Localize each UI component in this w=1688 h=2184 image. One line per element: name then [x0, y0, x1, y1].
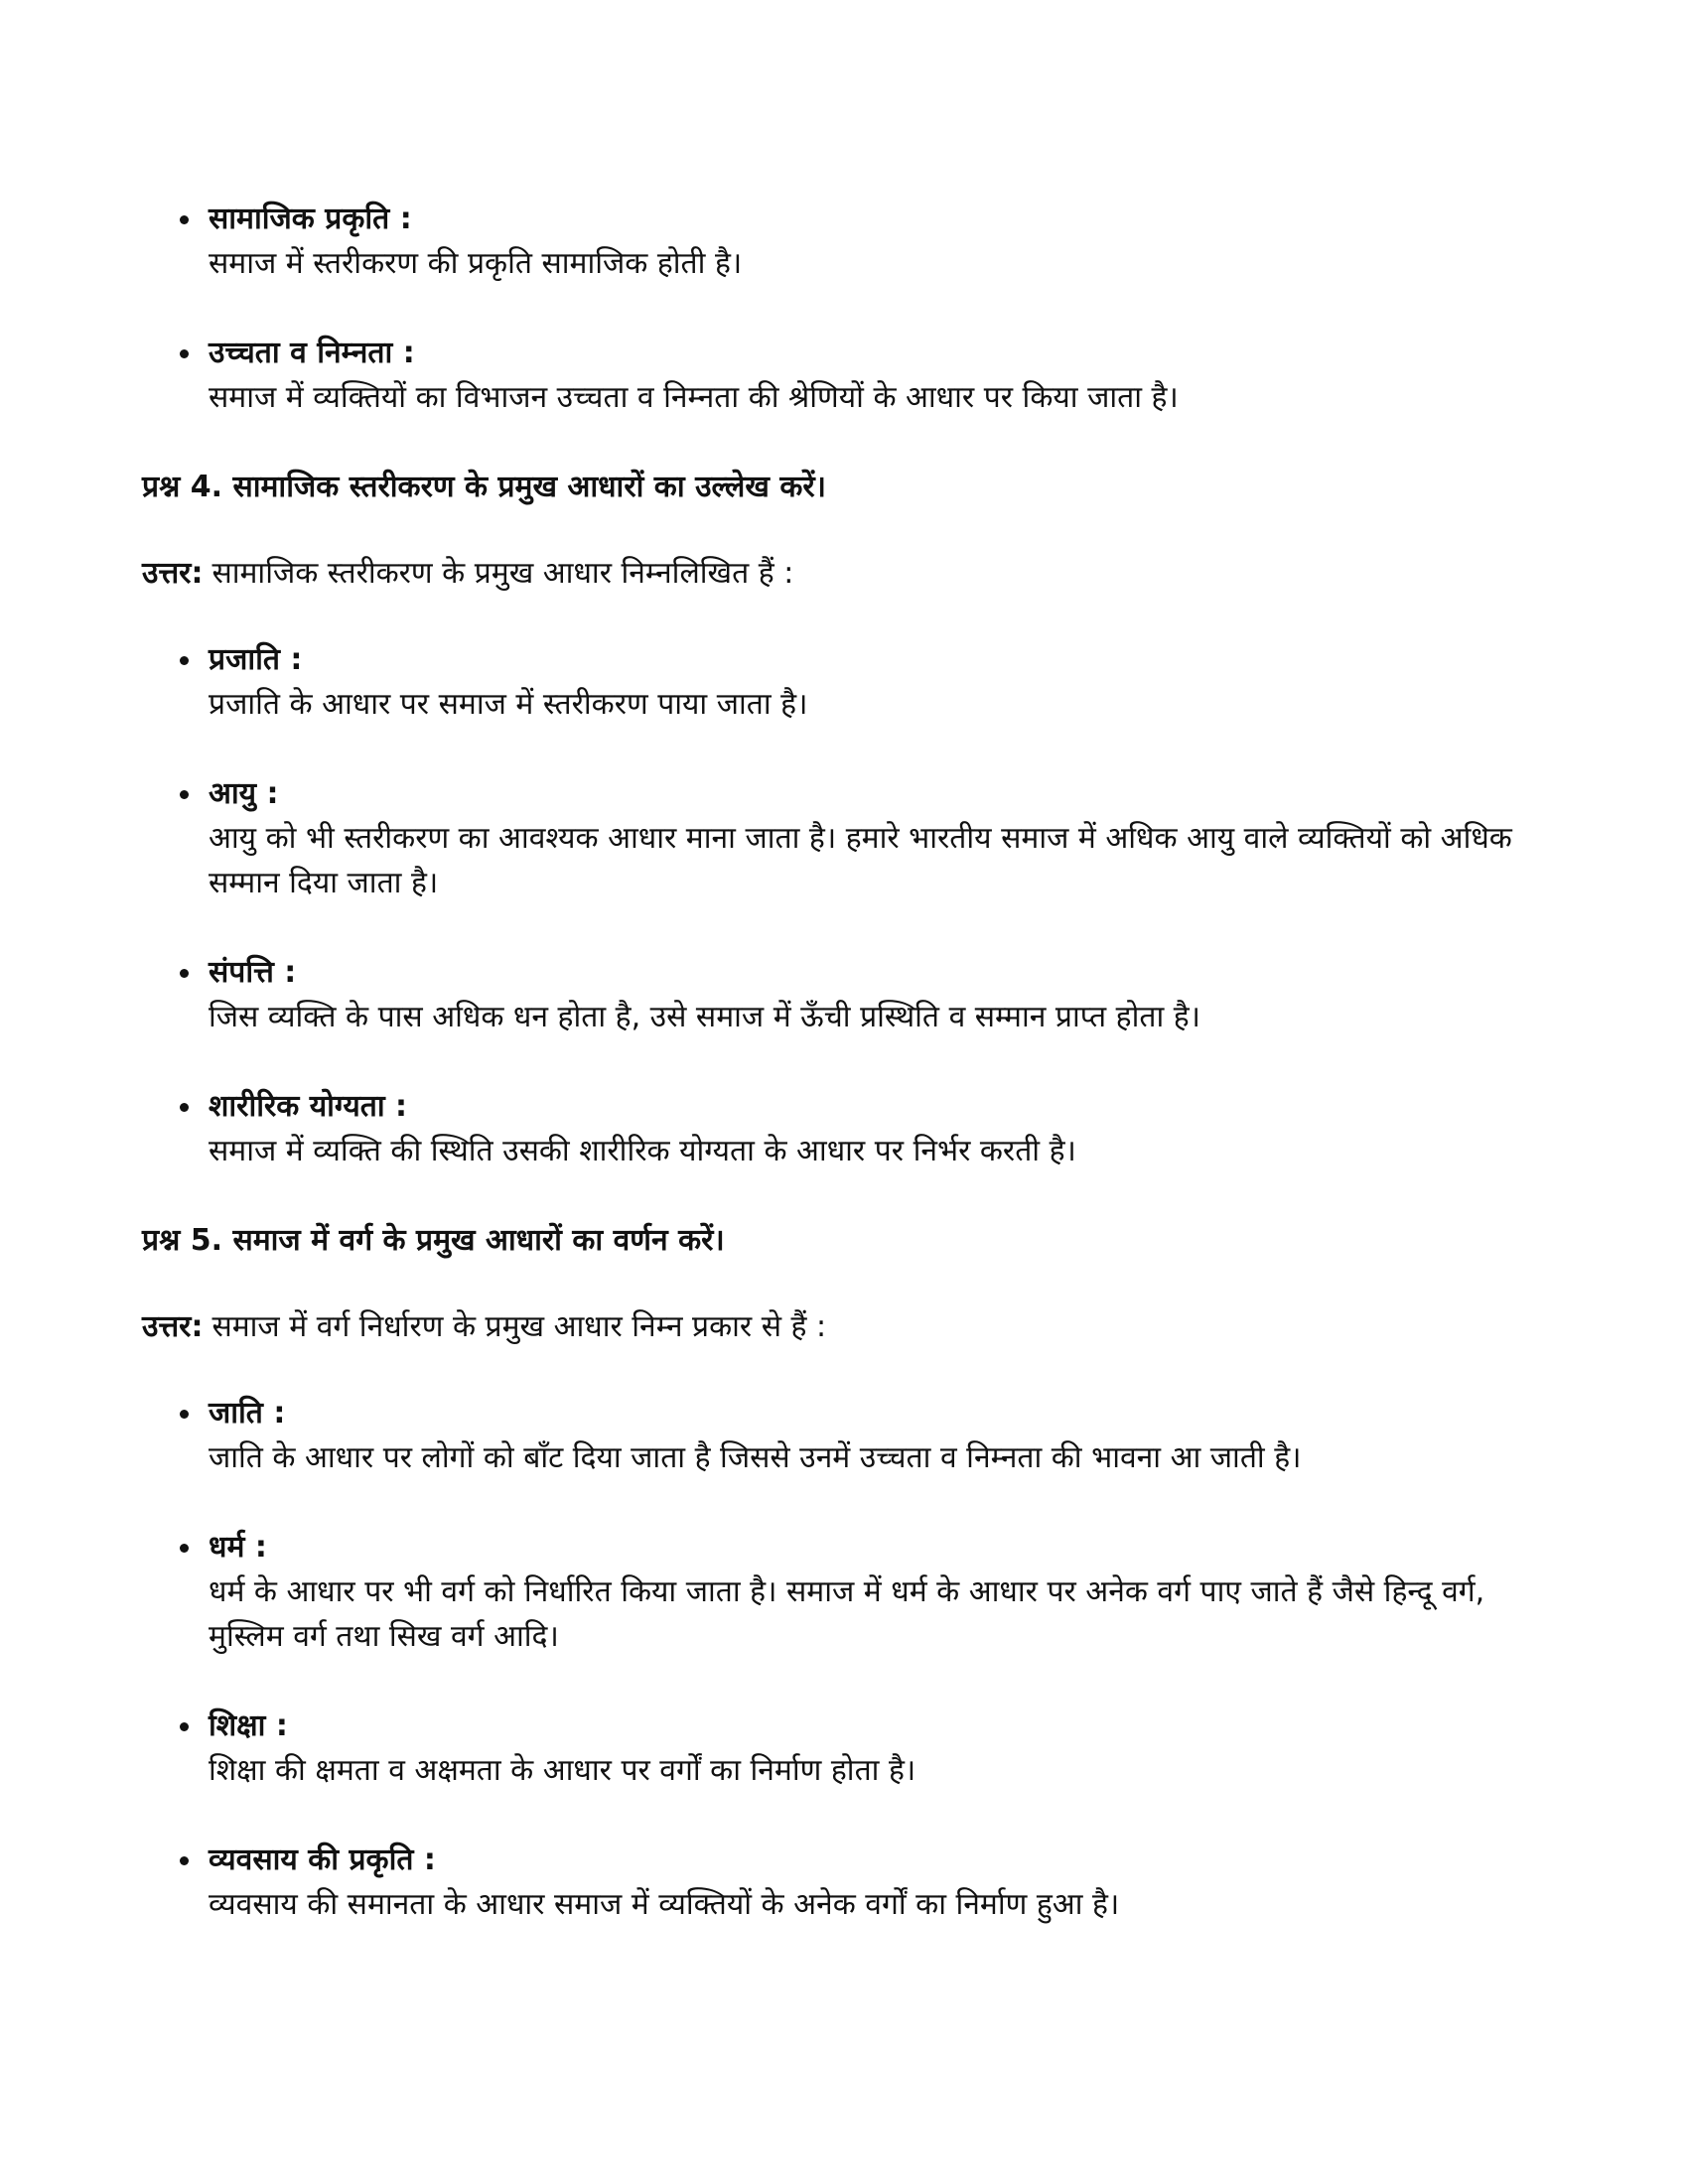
bullet-icon: [180, 215, 189, 224]
bullet-icon: [180, 790, 189, 799]
list-item: [142, 950, 1529, 1039]
point-title: प्रजाति :: [209, 642, 303, 677]
answer-label: उत्तर:: [142, 556, 204, 591]
bullet-icon: [180, 1856, 189, 1865]
question-heading: प्रश्न 5. समाज में वर्ग के प्रमुख आधारों का वर्णन करें।: [142, 1223, 725, 1258]
point-body: जाति के आधार पर लोगों को बाँट दिया जाता है जिससे उनमें उच्चता व निम्नता की भावना आ जाती है।: [209, 1440, 1302, 1475]
answer-intro-text: सामाजिक स्तरीकरण के प्रमुख आधार निम्नलिखित हैं :: [211, 556, 794, 591]
question-4-section: [142, 465, 1529, 1173]
question-heading: प्रश्न 4. सामाजिक स्तरीकरण के प्रमुख आधारों का उल्लेख करें।: [142, 470, 827, 504]
list-item: [142, 1838, 1529, 1927]
bullet-icon: [180, 1544, 189, 1553]
point-title: जाति :: [209, 1396, 286, 1431]
list-item: [142, 1525, 1529, 1659]
point-body: जिस व्यक्ति के पास अधिक धन होता है, उसे समाज में ऊँची प्रस्थिति व सम्मान प्राप्त होता है।: [209, 1000, 1201, 1034]
list-item: [142, 771, 1529, 905]
point-title: धर्म :: [209, 1530, 267, 1565]
point-body: आयु को भी स्तरीकरण का आवश्यक आधार माना जाता है। हमारे भारतीय समाज में अधिक आयु वाले व्यक्तियों को अधिक सम्मान दिया जाता है।: [209, 821, 1512, 900]
answer-label: उत्तर:: [142, 1309, 204, 1344]
question-5-points: [142, 1391, 1529, 1927]
question-5-section: [142, 1218, 1529, 1927]
bullet-icon: [180, 349, 189, 358]
intro-bullet-list: [142, 197, 1529, 420]
bullet-icon: [180, 969, 189, 978]
bullet-icon: [180, 656, 189, 665]
list-item: [142, 1704, 1529, 1793]
point-body: समाज में स्तरीकरण की प्रकृति सामाजिक होती है।: [209, 246, 743, 281]
point-title: व्यवसाय की प्रकृति :: [209, 1843, 436, 1877]
point-title: आयु :: [209, 776, 279, 811]
point-body: समाज में व्यक्तियों का विभाजन उच्चता व निम्नता की श्रेणियों के आधार पर किया जाता है।: [209, 380, 1179, 415]
question-4-points: [142, 637, 1529, 1173]
point-title: उच्चता व निम्नता :: [209, 336, 415, 370]
point-title: सामाजिक प्रकृति :: [209, 202, 412, 236]
point-body: प्रजाति के आधार पर समाज में स्तरीकरण पाया जाता है।: [209, 687, 808, 722]
bullet-icon: [180, 1103, 189, 1112]
list-item: [142, 331, 1529, 420]
point-body: व्यवसाय की समानता के आधार समाज में व्यक्तियों के अनेक वर्गों का निर्माण हुआ है।: [209, 1887, 1120, 1922]
answer-intro: [142, 1304, 1529, 1349]
list-item: [142, 1084, 1529, 1173]
answer-intro-text: समाज में वर्ग निर्धारण के प्रमुख आधार निम्न प्रकार से हैं :: [211, 1309, 827, 1344]
bullet-icon: [180, 1410, 189, 1419]
answer-intro: [142, 551, 1529, 596]
list-item: [142, 637, 1529, 727]
bullet-icon: [180, 1722, 189, 1731]
list-item: [142, 197, 1529, 286]
point-title: संपत्ति :: [209, 955, 297, 990]
point-body: शिक्षा की क्षमता व अक्षमता के आधार पर वर्गों का निर्माण होता है।: [209, 1753, 916, 1788]
point-title: शारीरिक योग्यता :: [209, 1089, 408, 1124]
list-item: [142, 1391, 1529, 1480]
point-title: शिक्षा :: [209, 1708, 288, 1743]
point-body: समाज में व्यक्ति की स्थिति उसकी शारीरिक योग्यता के आधार पर निर्भर करती है।: [209, 1134, 1076, 1168]
point-body: धर्म के आधार पर भी वर्ग को निर्धारित किया जाता है। समाज में धर्म के आधार पर अनेक वर्ग पाए जाते हैं जैसे हिन्दू वर्ग, मुस्लिम वर्ग तथा सिख वर्ग आदि।: [209, 1574, 1485, 1654]
